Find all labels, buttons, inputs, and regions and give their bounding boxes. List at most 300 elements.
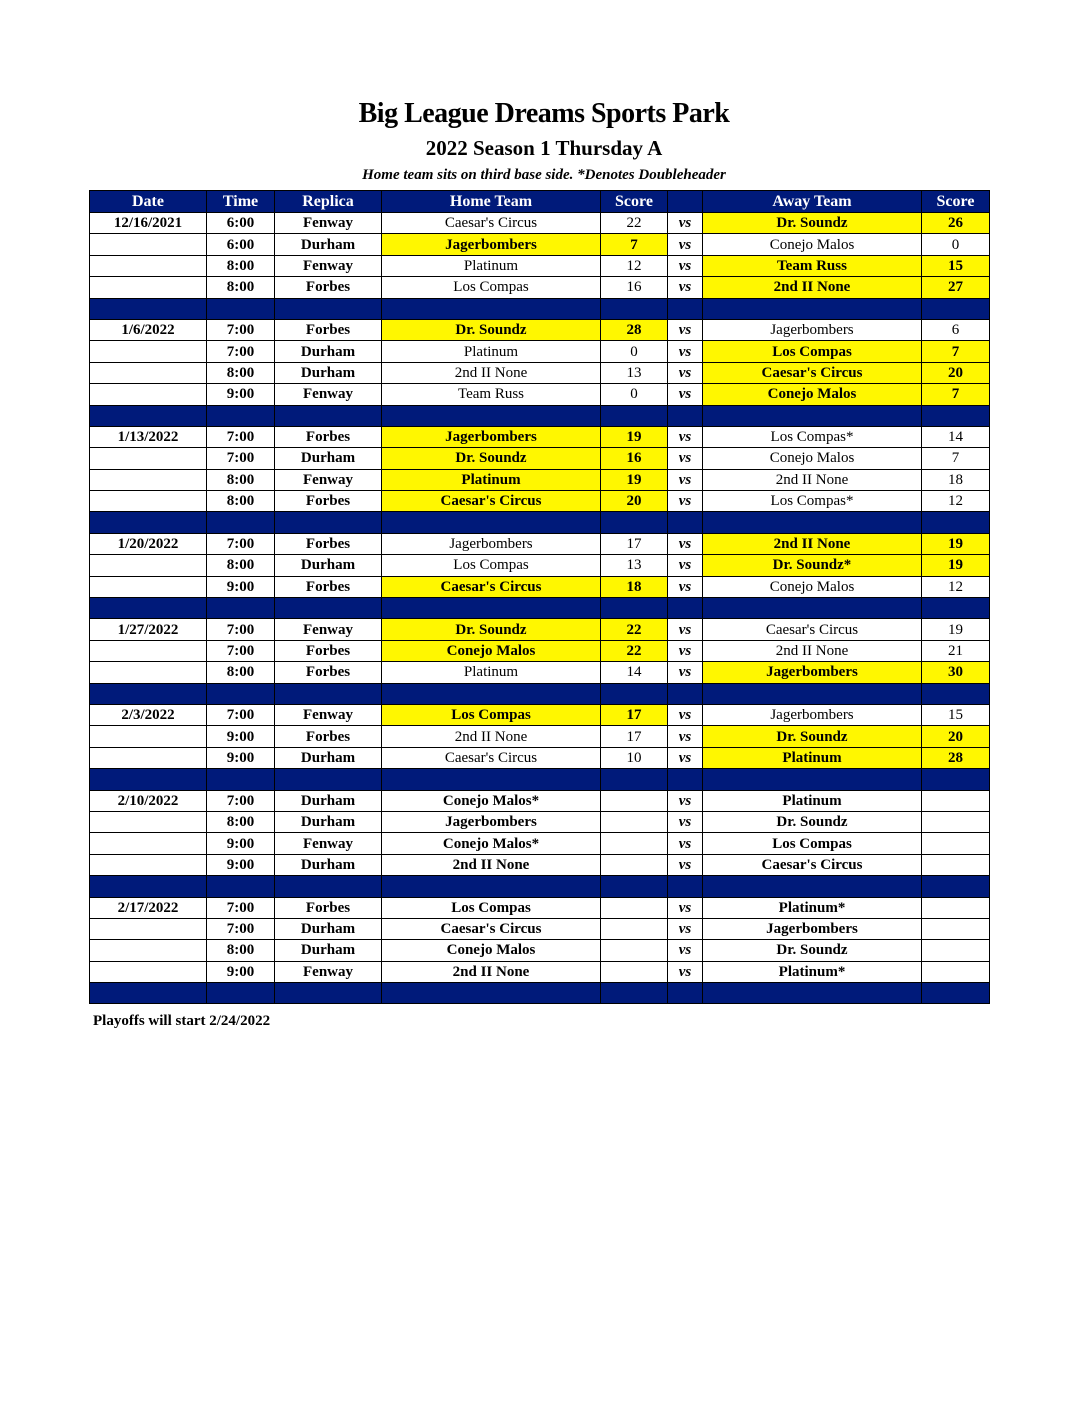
home-team: Platinum — [382, 469, 601, 490]
game-row — [90, 426, 990, 447]
home-score — [601, 961, 668, 982]
home-team: Los Compas — [382, 704, 601, 725]
separator-cell — [601, 512, 668, 533]
col-header-vs — [668, 191, 703, 213]
away-score — [922, 897, 990, 918]
separator-cell — [275, 512, 382, 533]
game-time: 7:00 — [207, 319, 275, 340]
week-separator-row — [90, 983, 990, 1004]
game-time: 8:00 — [207, 469, 275, 490]
home-score: 16 — [601, 448, 668, 469]
away-score: 18 — [922, 469, 990, 490]
away-score: 26 — [922, 213, 990, 234]
separator-cell — [90, 298, 207, 319]
home-score — [601, 854, 668, 875]
home-score — [601, 897, 668, 918]
game-row — [90, 255, 990, 276]
away-team: Jagerbombers — [703, 662, 922, 683]
separator-cell — [668, 598, 703, 619]
away-score: 7 — [922, 384, 990, 405]
vs-label: vs — [668, 833, 703, 854]
separator-cell — [668, 405, 703, 426]
separator-cell — [207, 683, 275, 704]
schedule-table — [89, 190, 990, 1004]
away-team: Dr. Soundz — [703, 940, 922, 961]
game-time: 7:00 — [207, 341, 275, 362]
vs-label: vs — [668, 961, 703, 982]
game-replica: Forbes — [275, 897, 382, 918]
away-team: 2nd II None — [703, 533, 922, 554]
separator-cell — [703, 598, 922, 619]
home-team: 2nd II None — [382, 961, 601, 982]
vs-label: vs — [668, 640, 703, 661]
game-row — [90, 897, 990, 918]
away-team: Los Compas* — [703, 491, 922, 512]
home-team: Los Compas — [382, 277, 601, 298]
week-separator-row — [90, 598, 990, 619]
vs-label: vs — [668, 576, 703, 597]
vs-label: vs — [668, 234, 703, 255]
game-date — [90, 811, 207, 832]
game-date — [90, 234, 207, 255]
separator-cell — [703, 983, 922, 1004]
game-date — [90, 362, 207, 383]
separator-cell — [922, 983, 990, 1004]
separator-cell — [382, 683, 601, 704]
home-team: 2nd II None — [382, 362, 601, 383]
game-row — [90, 790, 990, 811]
away-team: Los Compas — [703, 341, 922, 362]
separator-cell — [90, 983, 207, 1004]
vs-label: vs — [668, 897, 703, 918]
game-row — [90, 961, 990, 982]
separator-cell — [922, 298, 990, 319]
vs-label: vs — [668, 619, 703, 640]
game-date — [90, 662, 207, 683]
week-separator-row — [90, 769, 990, 790]
game-replica: Forbes — [275, 319, 382, 340]
col-header-home-team: Home Team — [382, 191, 601, 213]
playoffs-note: Playoffs will start 2/24/2022 — [93, 1013, 271, 1029]
away-team: Conejo Malos — [703, 384, 922, 405]
separator-cell — [601, 598, 668, 619]
game-time: 9:00 — [207, 854, 275, 875]
separator-cell — [207, 405, 275, 426]
away-score: 0 — [922, 234, 990, 255]
away-team: Dr. Soundz — [703, 811, 922, 832]
away-score — [922, 811, 990, 832]
game-date — [90, 255, 207, 276]
home-score: 22 — [601, 640, 668, 661]
game-replica: Fenway — [275, 213, 382, 234]
game-time: 8:00 — [207, 491, 275, 512]
game-replica: Durham — [275, 362, 382, 383]
game-time: 8:00 — [207, 811, 275, 832]
game-row — [90, 811, 990, 832]
home-score: 7 — [601, 234, 668, 255]
away-score — [922, 940, 990, 961]
game-row — [90, 854, 990, 875]
vs-label: vs — [668, 918, 703, 939]
separator-cell — [601, 983, 668, 1004]
home-team: Conejo Malos — [382, 640, 601, 661]
game-date: 2/17/2022 — [90, 897, 207, 918]
col-header-away-team: Away Team — [703, 191, 922, 213]
game-time: 7:00 — [207, 448, 275, 469]
home-team: Conejo Malos* — [382, 833, 601, 854]
vs-label: vs — [668, 469, 703, 490]
game-date: 2/10/2022 — [90, 790, 207, 811]
separator-cell — [90, 405, 207, 426]
game-date: 1/27/2022 — [90, 619, 207, 640]
game-time: 9:00 — [207, 747, 275, 768]
home-team: Platinum — [382, 341, 601, 362]
game-time: 7:00 — [207, 426, 275, 447]
game-replica: Fenway — [275, 833, 382, 854]
col-header-home-score: Score — [601, 191, 668, 213]
home-score: 0 — [601, 384, 668, 405]
game-replica: Durham — [275, 234, 382, 255]
away-score: 20 — [922, 726, 990, 747]
col-header-time: Time — [207, 191, 275, 213]
away-score: 15 — [922, 255, 990, 276]
vs-label: vs — [668, 662, 703, 683]
vs-label: vs — [668, 704, 703, 725]
away-score — [922, 833, 990, 854]
home-score: 17 — [601, 533, 668, 554]
game-row — [90, 277, 990, 298]
week-separator-row — [90, 405, 990, 426]
home-team: Team Russ — [382, 384, 601, 405]
separator-cell — [382, 405, 601, 426]
page-title: Big League Dreams Sports Park — [358, 98, 730, 129]
home-team: Caesar's Circus — [382, 747, 601, 768]
separator-cell — [382, 876, 601, 897]
vs-label: vs — [668, 384, 703, 405]
away-score: 27 — [922, 277, 990, 298]
game-time: 7:00 — [207, 619, 275, 640]
separator-cell — [601, 769, 668, 790]
game-date — [90, 961, 207, 982]
away-score — [922, 854, 990, 875]
col-header-replica: Replica — [275, 191, 382, 213]
home-team: Los Compas — [382, 555, 601, 576]
game-time: 6:00 — [207, 213, 275, 234]
vs-label: vs — [668, 854, 703, 875]
week-separator-row — [90, 512, 990, 533]
game-date — [90, 448, 207, 469]
away-team: Los Compas* — [703, 426, 922, 447]
separator-cell — [601, 683, 668, 704]
home-score: 19 — [601, 426, 668, 447]
away-team: Platinum* — [703, 961, 922, 982]
home-team: Los Compas — [382, 897, 601, 918]
away-team: 2nd II None — [703, 277, 922, 298]
game-date: 2/3/2022 — [90, 704, 207, 725]
game-replica: Durham — [275, 790, 382, 811]
page-subtitle: 2022 Season 1 Thursday A — [425, 136, 663, 160]
game-replica: Fenway — [275, 469, 382, 490]
game-date — [90, 640, 207, 661]
game-date — [90, 747, 207, 768]
home-team: Caesar's Circus — [382, 491, 601, 512]
separator-cell — [703, 405, 922, 426]
game-row — [90, 576, 990, 597]
game-date — [90, 940, 207, 961]
away-team: Jagerbombers — [703, 704, 922, 725]
game-row — [90, 747, 990, 768]
game-row — [90, 662, 990, 683]
separator-cell — [601, 876, 668, 897]
home-score: 28 — [601, 319, 668, 340]
game-replica: Forbes — [275, 726, 382, 747]
separator-cell — [275, 683, 382, 704]
home-score: 14 — [601, 662, 668, 683]
away-score: 15 — [922, 704, 990, 725]
separator-cell — [703, 876, 922, 897]
separator-cell — [207, 769, 275, 790]
game-time: 8:00 — [207, 362, 275, 383]
vs-label: vs — [668, 747, 703, 768]
away-team: Caesar's Circus — [703, 362, 922, 383]
home-score: 17 — [601, 726, 668, 747]
home-team: Caesar's Circus — [382, 918, 601, 939]
separator-cell — [668, 983, 703, 1004]
separator-cell — [382, 769, 601, 790]
vs-label: vs — [668, 491, 703, 512]
home-score — [601, 790, 668, 811]
game-row — [90, 362, 990, 383]
separator-cell — [703, 298, 922, 319]
separator-cell — [207, 298, 275, 319]
separator-cell — [922, 598, 990, 619]
separator-cell — [90, 769, 207, 790]
vs-label: vs — [668, 726, 703, 747]
game-date — [90, 555, 207, 576]
away-score: 14 — [922, 426, 990, 447]
vs-label: vs — [668, 533, 703, 554]
game-time: 7:00 — [207, 640, 275, 661]
away-score: 19 — [922, 619, 990, 640]
game-replica: Durham — [275, 555, 382, 576]
away-team: Platinum — [703, 747, 922, 768]
away-team: Dr. Soundz* — [703, 555, 922, 576]
away-team: Dr. Soundz — [703, 213, 922, 234]
separator-cell — [601, 405, 668, 426]
away-score: 28 — [922, 747, 990, 768]
separator-cell — [922, 769, 990, 790]
game-date: 1/20/2022 — [90, 533, 207, 554]
separator-cell — [382, 983, 601, 1004]
separator-cell — [382, 512, 601, 533]
separator-cell — [275, 983, 382, 1004]
home-score: 0 — [601, 341, 668, 362]
home-score: 16 — [601, 277, 668, 298]
home-team: Platinum — [382, 662, 601, 683]
away-team: 2nd II None — [703, 469, 922, 490]
game-time: 7:00 — [207, 790, 275, 811]
game-date: 12/16/2021 — [90, 213, 207, 234]
away-score: 19 — [922, 533, 990, 554]
away-score: 19 — [922, 555, 990, 576]
game-replica: Forbes — [275, 640, 382, 661]
game-replica: Forbes — [275, 576, 382, 597]
game-replica: Forbes — [275, 662, 382, 683]
home-team: Conejo Malos — [382, 940, 601, 961]
away-score: 7 — [922, 341, 990, 362]
home-team: Caesar's Circus — [382, 213, 601, 234]
game-date — [90, 833, 207, 854]
separator-cell — [703, 769, 922, 790]
separator-cell — [668, 298, 703, 319]
home-score — [601, 811, 668, 832]
game-row — [90, 640, 990, 661]
game-replica: Forbes — [275, 533, 382, 554]
vs-label: vs — [668, 213, 703, 234]
away-team: Caesar's Circus — [703, 854, 922, 875]
away-team: Jagerbombers — [703, 918, 922, 939]
vs-label: vs — [668, 426, 703, 447]
separator-cell — [601, 298, 668, 319]
away-team: Conejo Malos — [703, 234, 922, 255]
home-score: 10 — [601, 747, 668, 768]
week-separator-row — [90, 683, 990, 704]
game-time: 6:00 — [207, 234, 275, 255]
game-replica: Durham — [275, 918, 382, 939]
game-time: 9:00 — [207, 576, 275, 597]
game-time: 8:00 — [207, 940, 275, 961]
home-score: 18 — [601, 576, 668, 597]
separator-cell — [668, 876, 703, 897]
game-date — [90, 576, 207, 597]
separator-cell — [668, 769, 703, 790]
game-time: 9:00 — [207, 961, 275, 982]
game-row — [90, 833, 990, 854]
separator-cell — [90, 598, 207, 619]
separator-cell — [922, 405, 990, 426]
separator-cell — [275, 876, 382, 897]
separator-cell — [207, 512, 275, 533]
home-team: Jagerbombers — [382, 811, 601, 832]
home-score: 20 — [601, 491, 668, 512]
game-time: 7:00 — [207, 704, 275, 725]
separator-cell — [668, 512, 703, 533]
home-score: 19 — [601, 469, 668, 490]
home-team: Caesar's Circus — [382, 576, 601, 597]
game-row — [90, 491, 990, 512]
game-date — [90, 491, 207, 512]
game-row — [90, 940, 990, 961]
doubleheader-note: Home team sits on third base side. *Denotes Doubleheader — [362, 167, 726, 183]
home-team: Jagerbombers — [382, 533, 601, 554]
game-time: 8:00 — [207, 555, 275, 576]
game-replica: Forbes — [275, 491, 382, 512]
vs-label: vs — [668, 341, 703, 362]
away-score — [922, 790, 990, 811]
game-replica: Durham — [275, 811, 382, 832]
separator-cell — [703, 512, 922, 533]
game-time: 9:00 — [207, 726, 275, 747]
separator-cell — [703, 683, 922, 704]
vs-label: vs — [668, 811, 703, 832]
away-score: 6 — [922, 319, 990, 340]
separator-cell — [922, 512, 990, 533]
separator-cell — [275, 298, 382, 319]
week-separator-row — [90, 876, 990, 897]
home-team: Platinum — [382, 255, 601, 276]
away-score: 30 — [922, 662, 990, 683]
game-date: 1/6/2022 — [90, 319, 207, 340]
away-team: 2nd II None — [703, 640, 922, 661]
away-score: 7 — [922, 448, 990, 469]
home-score: 13 — [601, 555, 668, 576]
separator-cell — [90, 683, 207, 704]
week-separator-row — [90, 298, 990, 319]
away-team: Dr. Soundz — [703, 726, 922, 747]
game-time: 7:00 — [207, 897, 275, 918]
separator-cell — [668, 683, 703, 704]
home-score: 13 — [601, 362, 668, 383]
separator-cell — [275, 769, 382, 790]
away-score: 21 — [922, 640, 990, 661]
away-team: Conejo Malos — [703, 448, 922, 469]
game-replica: Durham — [275, 747, 382, 768]
separator-cell — [275, 598, 382, 619]
game-row — [90, 704, 990, 725]
game-date — [90, 918, 207, 939]
away-score: 20 — [922, 362, 990, 383]
home-team: Jagerbombers — [382, 234, 601, 255]
game-row — [90, 918, 990, 939]
game-time: 7:00 — [207, 918, 275, 939]
home-score: 12 — [601, 255, 668, 276]
game-replica: Forbes — [275, 426, 382, 447]
game-row — [90, 533, 990, 554]
game-replica: Durham — [275, 448, 382, 469]
away-team: Los Compas — [703, 833, 922, 854]
away-team: Jagerbombers — [703, 319, 922, 340]
game-row — [90, 384, 990, 405]
game-date — [90, 469, 207, 490]
home-team: Conejo Malos* — [382, 790, 601, 811]
game-replica: Fenway — [275, 255, 382, 276]
away-team: Caesar's Circus — [703, 619, 922, 640]
game-row — [90, 555, 990, 576]
separator-cell — [382, 298, 601, 319]
game-row — [90, 341, 990, 362]
game-date: 1/13/2022 — [90, 426, 207, 447]
game-row — [90, 619, 990, 640]
home-score — [601, 833, 668, 854]
vs-label: vs — [668, 555, 703, 576]
vs-label: vs — [668, 448, 703, 469]
game-row — [90, 726, 990, 747]
home-team: Dr. Soundz — [382, 448, 601, 469]
game-replica: Fenway — [275, 961, 382, 982]
game-time: 9:00 — [207, 384, 275, 405]
home-score: 17 — [601, 704, 668, 725]
separator-cell — [922, 683, 990, 704]
game-date — [90, 277, 207, 298]
vs-label: vs — [668, 255, 703, 276]
home-score: 22 — [601, 213, 668, 234]
game-time: 8:00 — [207, 277, 275, 298]
schedule-body — [90, 213, 990, 1004]
home-team: Dr. Soundz — [382, 619, 601, 640]
game-row — [90, 319, 990, 340]
separator-cell — [90, 876, 207, 897]
vs-label: vs — [668, 277, 703, 298]
